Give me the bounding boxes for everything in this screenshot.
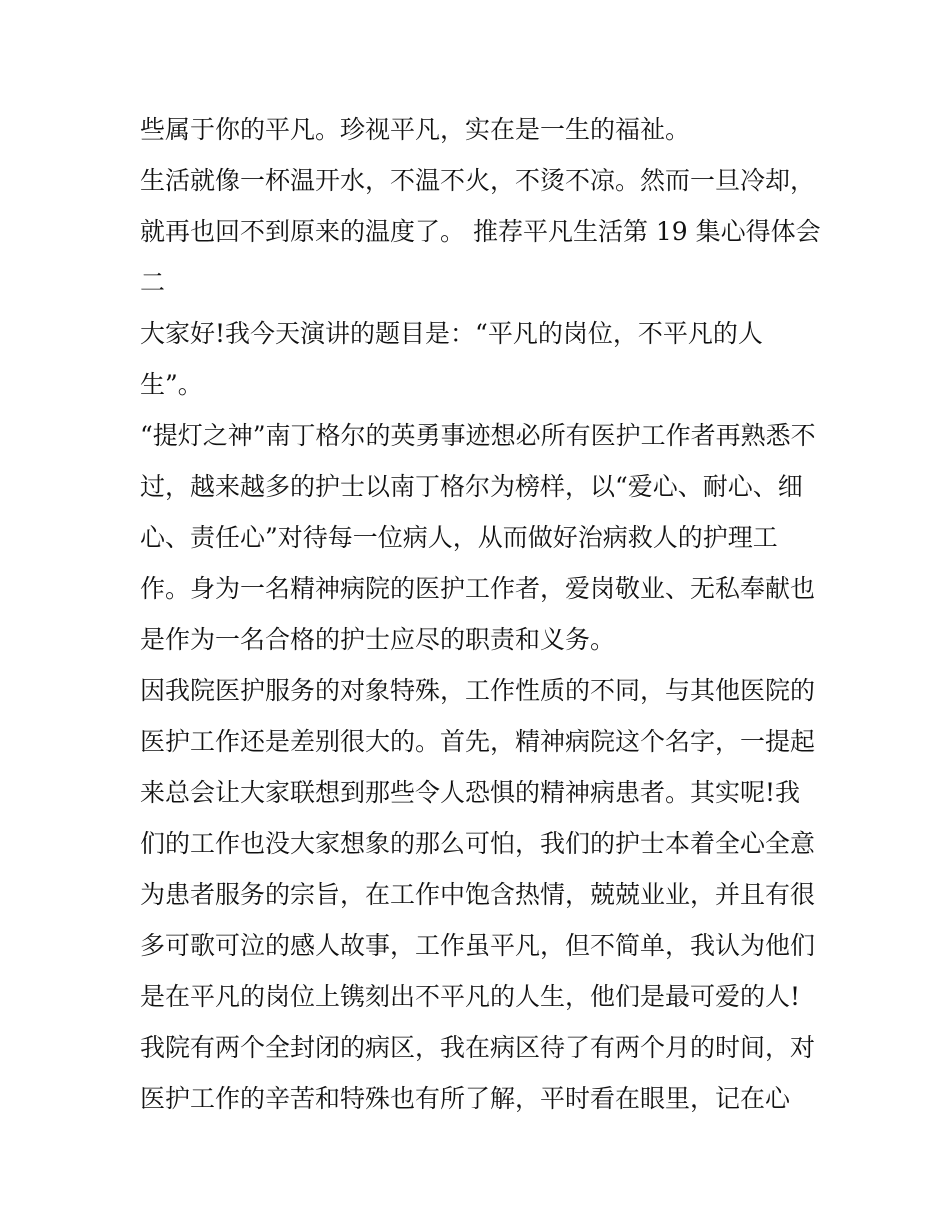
text-line: 过，越来越多的护士以南丁格尔为榜样，以“爱心、耐心、细 [140,472,803,501]
text-line: 我院有两个全封闭的病区，我在病区待了有两个月的时间，对 [140,1033,816,1062]
text-line: 生”。 [140,370,203,399]
text-line: 来总会让大家联想到那些令人恐惧的精神病患者。其实呢!我 [140,778,801,807]
body-text [140,104,820,1124]
text-line: 是在平凡的岗位上镌刻出不平凡的人生，他们是最可爱的人! [140,982,801,1011]
text-line: “提灯之神”南丁格尔的英勇事迹想必所有医护工作者再熟悉不 [140,421,816,450]
text-line: 为患者服务的宗旨，在工作中饱含热情，兢兢业业，并且有很 [140,880,816,909]
text-line: 们的工作也没大家想象的那么可怕，我们的护士本着全心全意 [140,829,816,858]
text-line: 二 [140,268,166,297]
text-line: 因我院医护服务的对象特殊，工作性质的不同，与其他医院的 [140,676,816,705]
text-line: 心、责任心”对待每一位病人，从而做好治病救人的护理工 [140,523,778,552]
text-line: 生活就像一杯温开水，不温不火，不烫不凉。然而一旦冷却， [140,166,816,195]
text-line: 作。身为一名精神病院的医护工作者，爱岗敬业、无私奉献也 [140,574,816,603]
text-line: 就再也回不到原来的温度了。 推荐平凡生活第 19 集心得体会 [140,217,821,246]
text-line: 多可歌可泣的感人故事，工作虽平凡，但不简单，我认为他们 [140,931,816,960]
text-line: 大家好!我今天演讲的题目是：“平凡的岗位，不平凡的人 [140,319,763,348]
text-line: 些属于你的平凡。珍视平凡，实在是一生的福祉。 [140,115,691,144]
text-line: 是作为一名合格的护士应尽的职责和义务。 [140,625,616,654]
text-line: 医护工作还是差别很大的。首先，精神病院这个名字，一提起 [140,727,816,756]
text-line: 医护工作的辛苦和特殊也有所了解，平时看在眼里，记在心 [140,1084,791,1113]
